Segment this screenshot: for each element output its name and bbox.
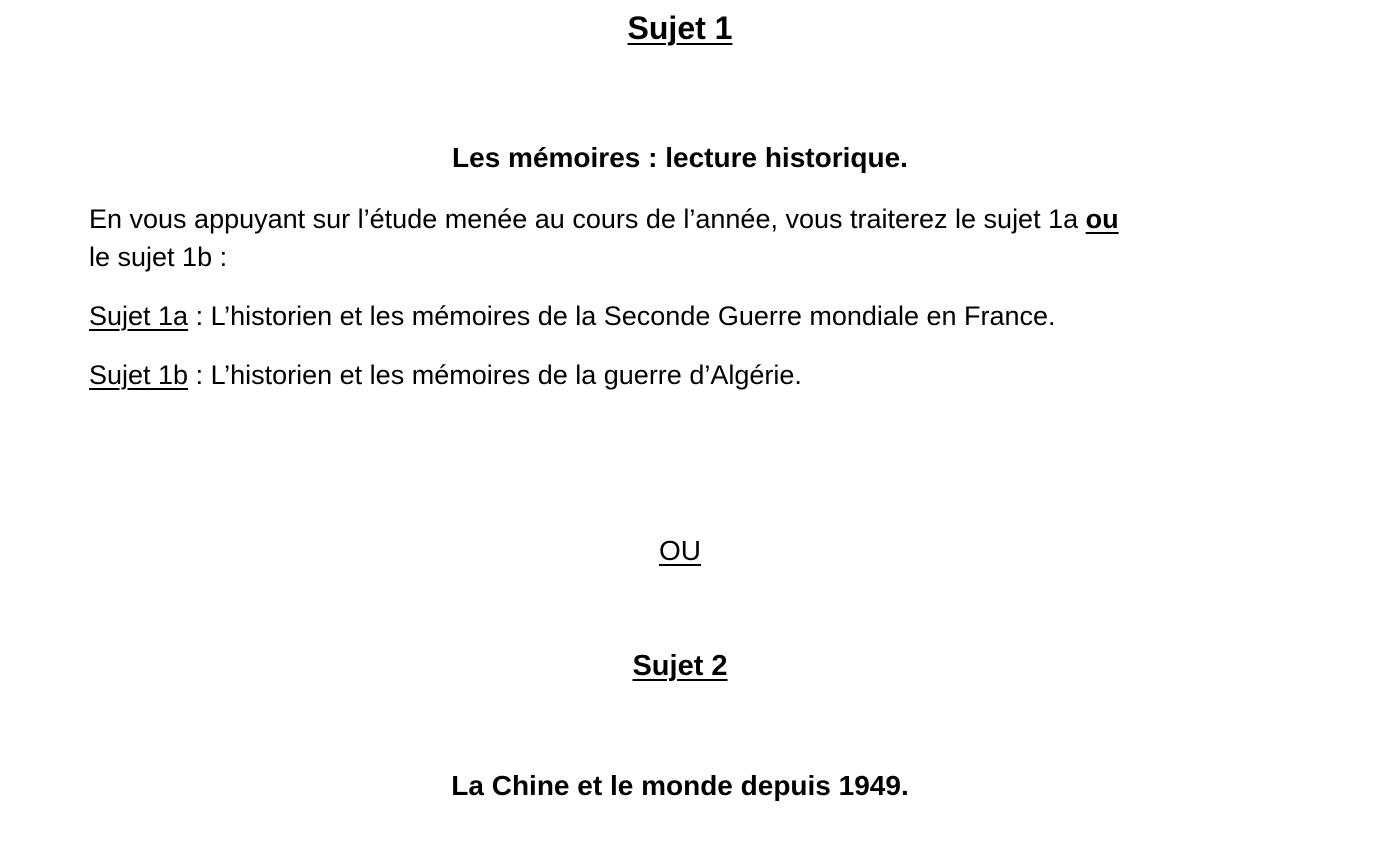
sujet1a-line: [89, 297, 1056, 335]
sujet1-instruction-line1: [89, 200, 1119, 238]
sujet1-instruction-line2: le sujet 1b :: [89, 242, 228, 272]
sujet2-subtitle: La Chine et le monde depuis 1949.: [451, 770, 909, 801]
sujet1b-line: [89, 356, 802, 394]
instruction-text: En vous appuyant sur l’étude menée au cours de l’année, vous traiterez le sujet 1a: [89, 204, 1086, 234]
or-separator: OU: [659, 535, 701, 566]
sujet1b-text: : L’historien et les mémoires de la guerre d’Algérie.: [188, 360, 802, 390]
sujet1a-text: : L’historien et les mémoires de la Seconde Guerre mondiale en France.: [188, 301, 1056, 331]
sujet1-title: Sujet 1: [627, 10, 733, 46]
instruction-emphasis-ou: ou: [1085, 204, 1119, 234]
sujet1b-label: Sujet 1b: [89, 360, 189, 390]
sujet1-subtitle: Les mémoires : lecture historique.: [452, 142, 908, 173]
sujet1a-label: Sujet 1a: [89, 301, 189, 331]
sujet2-title: Sujet 2: [632, 650, 728, 682]
